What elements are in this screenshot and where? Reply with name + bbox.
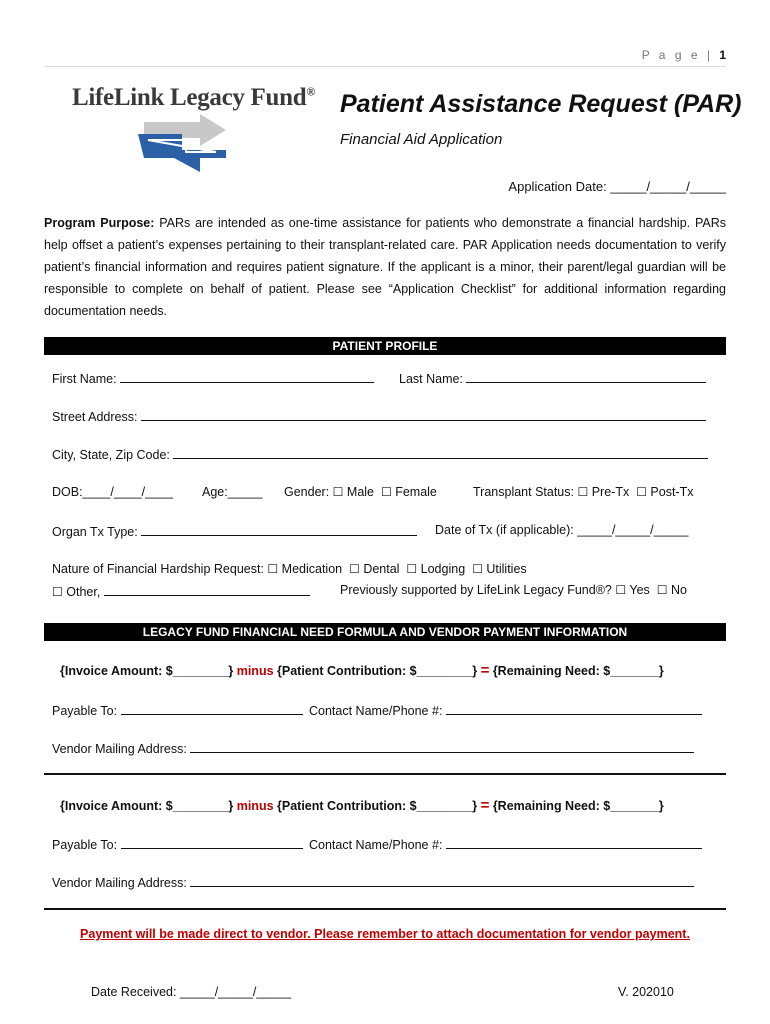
age-field[interactable]: Age:_____ bbox=[202, 485, 263, 499]
payable-to-field[interactable] bbox=[121, 702, 303, 715]
pre-tx-checkbox[interactable]: ☐ bbox=[577, 485, 589, 499]
date-received-field[interactable]: Date Received: _____/_____/_____ bbox=[91, 985, 292, 999]
page-separator: | bbox=[706, 48, 713, 62]
payable-to-row-1 bbox=[52, 702, 303, 718]
organ-tx-label: Organ Tx Type: bbox=[52, 525, 138, 539]
street-address-label: Street Address: bbox=[52, 410, 138, 424]
other-checkbox[interactable]: ☐ bbox=[52, 585, 63, 599]
utilities-label: Utilities bbox=[486, 562, 527, 576]
no-checkbox[interactable]: ☐ bbox=[656, 583, 668, 597]
equals-sign: = bbox=[480, 797, 490, 814]
payable-to-row-2 bbox=[52, 836, 303, 852]
previously-supported-row bbox=[340, 583, 687, 597]
lodging-label: Lodging bbox=[420, 562, 466, 576]
other-field[interactable] bbox=[104, 583, 310, 596]
organ-tx-field[interactable] bbox=[141, 523, 417, 536]
payable-to-label: Payable To: bbox=[52, 704, 118, 718]
contact-row-1 bbox=[309, 702, 702, 718]
first-name-field[interactable] bbox=[120, 370, 374, 383]
female-checkbox[interactable]: ☐ bbox=[380, 485, 392, 499]
pre-tx-label: Pre-Tx bbox=[591, 485, 630, 499]
dental-checkbox[interactable]: ☐ bbox=[349, 562, 360, 576]
legacy-fund-header: LEGACY FUND FINANCIAL NEED FORMULA AND VENDOR PAYMENT INFORMATION bbox=[44, 623, 726, 641]
form-title: Patient Assistance Request (PAR) bbox=[340, 90, 742, 118]
contact-label: Contact Name/Phone #: bbox=[309, 838, 443, 852]
application-date-field[interactable]: Application Date: _____/_____/_____ bbox=[508, 179, 726, 194]
patient-profile-header: PATIENT PROFILE bbox=[44, 337, 726, 355]
contact-field[interactable] bbox=[446, 836, 702, 849]
contact-row-2 bbox=[309, 836, 702, 852]
vendor-divider-2 bbox=[44, 908, 726, 910]
mailing-row-1 bbox=[52, 740, 694, 756]
post-tx-checkbox[interactable]: ☐ bbox=[636, 485, 647, 499]
contact-field[interactable] bbox=[446, 702, 702, 715]
payable-to-field[interactable] bbox=[121, 836, 303, 849]
last-name-row bbox=[399, 370, 706, 386]
program-purpose-label: Program Purpose: bbox=[44, 216, 155, 230]
equals-sign: = bbox=[480, 662, 490, 679]
dental-label: Dental bbox=[363, 562, 400, 576]
city-state-zip-field[interactable] bbox=[173, 446, 708, 459]
city-state-zip-label: City, State, Zip Code: bbox=[52, 448, 170, 462]
gender-group bbox=[284, 485, 437, 499]
header-divider bbox=[44, 66, 726, 67]
mailing-row-2 bbox=[52, 874, 694, 890]
mailing-address-field[interactable] bbox=[190, 740, 694, 753]
organ-tx-row bbox=[52, 523, 417, 539]
patient-contribution-field[interactable]: {Patient Contribution: $________} bbox=[277, 799, 478, 813]
first-name-label: First Name: bbox=[52, 372, 117, 386]
mailing-address-label: Vendor Mailing Address: bbox=[52, 742, 187, 756]
transplant-status-label: Transplant Status: bbox=[473, 485, 574, 499]
form-subtitle: Financial Aid Application bbox=[340, 131, 503, 148]
vendor-payment-notice: Payment will be made direct to vendor. Please remember to attach documentation for vendor payment. bbox=[80, 927, 690, 941]
invoice-amount-field[interactable]: {Invoice Amount: $________} bbox=[60, 664, 234, 678]
street-address-field[interactable] bbox=[141, 408, 706, 421]
need-formula-1 bbox=[60, 662, 664, 679]
male-label: Male bbox=[346, 485, 374, 499]
street-address-row bbox=[52, 408, 706, 424]
vendor-divider-1 bbox=[44, 773, 726, 775]
lodging-checkbox[interactable]: ☐ bbox=[406, 562, 418, 576]
date-of-tx-field[interactable]: Date of Tx (if applicable): _____/_____/_____ bbox=[435, 523, 689, 537]
payable-to-label: Payable To: bbox=[52, 838, 118, 852]
mailing-address-label: Vendor Mailing Address: bbox=[52, 876, 187, 890]
yes-checkbox[interactable]: ☐ bbox=[615, 583, 627, 597]
medication-label: Medication bbox=[281, 562, 343, 576]
last-name-field[interactable] bbox=[466, 370, 706, 383]
city-state-zip-row bbox=[52, 446, 708, 462]
mailing-address-field[interactable] bbox=[190, 874, 694, 887]
page-number-value: 1 bbox=[719, 48, 726, 62]
utilities-checkbox[interactable]: ☐ bbox=[472, 562, 483, 576]
other-row bbox=[52, 583, 310, 599]
version-label: V. 202010 bbox=[618, 985, 674, 999]
other-label: Other, bbox=[66, 585, 101, 599]
program-purpose-text: PARs are intended as one-time assistance for patients who demonstrate a financial hardship. PARs help offset a patient’s expenses pertaining to their transplant-related care. PAR Application needs documentation to verify patient’s financial information and requires patient signature. If the applicant is a minor, their parent/legal guardian will be responsible to complete on behalf of patient. Please see “Application Checklist” for additional information regarding documentation needs. bbox=[44, 216, 726, 318]
yes-label: Yes bbox=[629, 583, 650, 597]
minus-label: minus bbox=[236, 799, 274, 813]
no-label: No bbox=[670, 583, 687, 597]
logo-wordmark: LifeLink Legacy Fund® bbox=[72, 84, 315, 111]
remaining-need-field[interactable]: {Remaining Need: $_______} bbox=[492, 664, 664, 678]
hardship-label: Nature of Financial Hardship Request: bbox=[52, 562, 264, 576]
hardship-row bbox=[52, 562, 527, 576]
program-purpose bbox=[44, 212, 726, 322]
dob-field[interactable]: DOB:____/____/____ bbox=[52, 485, 173, 499]
last-name-label: Last Name: bbox=[399, 372, 463, 386]
two-arrows-logo-icon bbox=[134, 114, 230, 174]
previously-supported-label: Previously supported by LifeLink Legacy Fund®? bbox=[340, 583, 612, 597]
need-formula-2 bbox=[60, 797, 664, 814]
minus-label: minus bbox=[236, 664, 274, 678]
registered-mark: ® bbox=[306, 84, 315, 99]
male-checkbox[interactable]: ☐ bbox=[332, 485, 344, 499]
medication-checkbox[interactable]: ☐ bbox=[267, 562, 279, 576]
gender-label: Gender: bbox=[284, 485, 330, 499]
contact-label: Contact Name/Phone #: bbox=[309, 704, 443, 718]
female-label: Female bbox=[395, 485, 437, 499]
remaining-need-field[interactable]: {Remaining Need: $_______} bbox=[492, 799, 664, 813]
transplant-status-group bbox=[473, 485, 693, 499]
patient-contribution-field[interactable]: {Patient Contribution: $________} bbox=[277, 664, 478, 678]
page-number bbox=[642, 48, 726, 62]
invoice-amount-field[interactable]: {Invoice Amount: $________} bbox=[60, 799, 234, 813]
first-name-row bbox=[52, 370, 374, 386]
post-tx-label: Post-Tx bbox=[650, 485, 694, 499]
page-label: P a g e bbox=[641, 48, 701, 62]
